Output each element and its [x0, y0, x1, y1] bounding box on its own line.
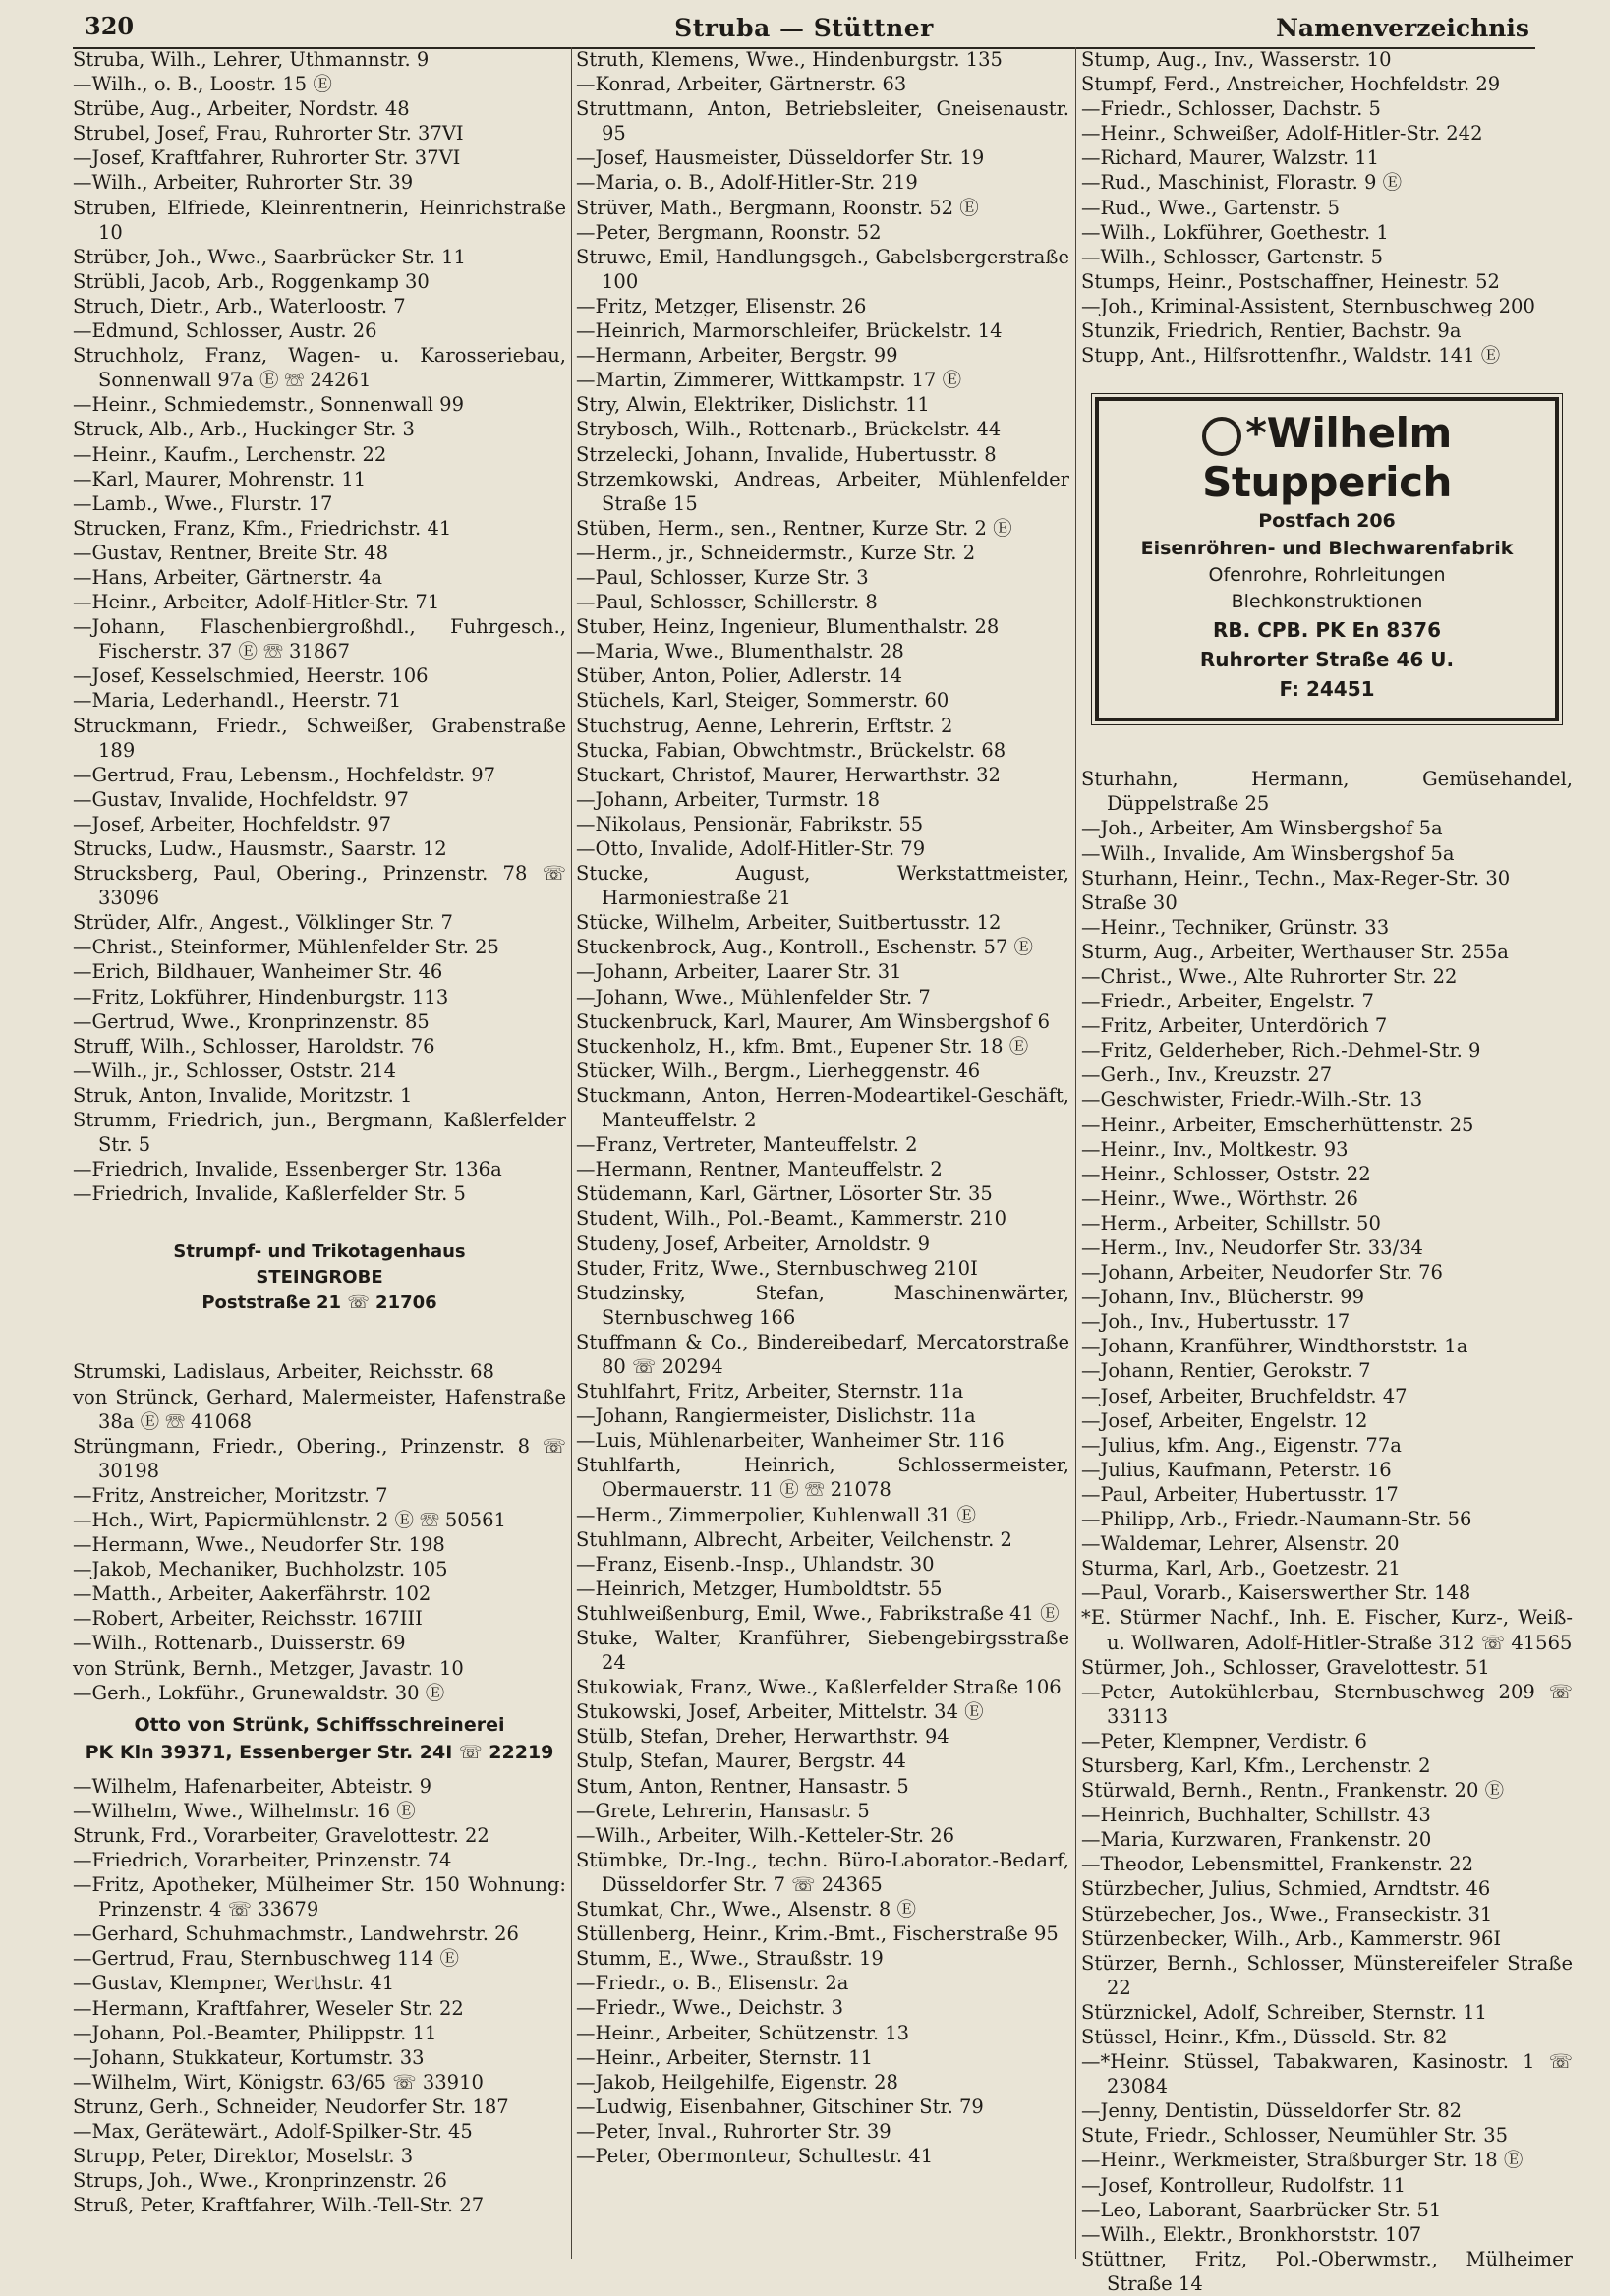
directory-entry: —Johann, Flaschenbiergroßhdl., Fuhrgesch., Fischerstr. 37 Ⓔ ☏ 31867	[73, 615, 566, 663]
directory-entry: Studer, Fritz, Wwe., Sternbuschweg 210I	[576, 1256, 978, 1280]
directory-entry: —Friedrich, Invalide, Essenberger Str. 136a	[73, 1158, 502, 1181]
directory-entry: Sturm, Aug., Arbeiter, Werthauser Str. 255a	[1081, 940, 1509, 963]
entry-list-1c	[73, 1774, 566, 2218]
directory-entry: —Josef, Arbeiter, Engelstr. 12	[1081, 1408, 1368, 1432]
directory-entry: —Peter, Klempner, Verdistr. 6	[1081, 1729, 1367, 1752]
directory-entry: —Wilh., Rottenarb., Duisserstr. 69	[73, 1632, 406, 1655]
directory-entry: Strubel, Josef, Frau, Ruhrorter Str. 37VI	[73, 122, 464, 145]
directory-entry: —Rud., Maschinist, Florastr. 9 Ⓔ	[1081, 171, 1403, 195]
directory-entry: —Johann, Arbeiter, Turmstr. 18	[576, 787, 880, 811]
directory-entry: Stuhlfarth, Heinrich, Schlossermeister, Obermauerstr. 11 Ⓔ ☏ 21078	[576, 1454, 1069, 1502]
directory-entry: —Rud., Wwe., Gartenstr. 5	[1081, 196, 1340, 219]
directory-entry: Stürznickel, Adolf, Schreiber, Sternstr. 11	[1081, 2000, 1487, 2024]
company-logo-icon	[1202, 417, 1241, 456]
directory-entry: —Hermann, Arbeiter, Bergstr. 99	[576, 344, 898, 368]
directory-entry: —Peter, Bergmann, Roonstr. 52	[576, 220, 882, 244]
directory-entry: —Wilh., Schlosser, Gartenstr. 5	[1081, 245, 1384, 268]
directory-entry: Stürwald, Bernh., Rentn., Frankenstr. 20 Ⓔ	[1081, 1779, 1505, 1803]
directory-entry: Stumps, Heinr., Postschaffner, Heinestr. 52	[1081, 269, 1500, 293]
directory-entry: —Wilhelm, Wwe., Wilhelmstr. 16 Ⓔ	[73, 1799, 416, 1822]
directory-entry: Sturhahn, Hermann, Gemüsehandel, Düppelstraße 25	[1081, 768, 1573, 816]
directory-entry: Stürzbecher, Julius, Schmied, Arndtstr. 46	[1081, 1877, 1491, 1901]
directory-entry: —Heinr., Kaufm., Lerchenstr. 22	[73, 442, 387, 466]
directory-entry: —Johann, Rentier, Gerokstr. 7	[1081, 1359, 1371, 1383]
directory-entry: Stursberg, Karl, Kfm., Lerchenstr. 2	[1081, 1753, 1431, 1777]
directory-entry: Strups, Joh., Wwe., Kronprinzenstr. 26	[73, 2169, 447, 2193]
page-number: 320	[85, 12, 135, 40]
column-2	[576, 47, 1069, 2168]
directory-entry: Stücke, Wilhelm, Arbeiter, Suitbertusstr. 12	[576, 911, 1002, 935]
directory-entry: —Gustav, Rentner, Breite Str. 48	[73, 541, 389, 564]
directory-entry: —Herm., Arbeiter, Schillstr. 50	[1081, 1211, 1381, 1234]
directory-entry: —Martin, Zimmerer, Wittkampstr. 17 Ⓔ	[576, 369, 962, 392]
directory-entry: —Peter, Autokühlerbau, Sternbuschweg 209 ☏ 33113	[1081, 1680, 1573, 1728]
directory-entry: —Jakob, Mechaniker, Buchholzstr. 105	[73, 1558, 448, 1581]
directory-entry: —Johann, Arbeiter, Neudorfer Str. 76	[1081, 1261, 1443, 1285]
ad-line: Eisenröhren- und Blechwarenfabrik	[1140, 538, 1514, 560]
directory-entry: Stüttner, Fritz, Pol.-Oberwmstr., Mülheimer Straße 14	[1081, 2247, 1573, 2295]
directory-entry: —Heinr., Arbeiter, Emscherhüttenstr. 25	[1081, 1113, 1474, 1136]
directory-entry: —Christ., Steinformer, Mühlenfelder Str. 25	[73, 936, 499, 959]
directory-entry: Stuckmann, Anton, Herren-Modeartikel-Geschäft, Manteuffelstr. 2	[576, 1083, 1069, 1132]
directory-entry: —Gustav, Klempner, Werthstr. 41	[73, 1972, 395, 1995]
directory-entry: —Heinr., Techniker, Grünstr. 33	[1081, 915, 1390, 939]
column-divider	[1075, 47, 1076, 2259]
directory-entry: Stuhlfahrt, Fritz, Arbeiter, Sternstr. 11a	[576, 1380, 964, 1404]
directory-entry: —Herm., Inv., Neudorfer Str. 33/34	[1081, 1236, 1423, 1259]
ad-company-name: *Wilhelm Stupperich	[1202, 409, 1452, 507]
directory-entry: —Heinr., Arbeiter, Adolf-Hitler-Str. 71	[73, 591, 440, 614]
directory-entry: —Heinr., Schmiedemstr., Sonnenwall 99	[73, 393, 464, 417]
directory-entry: Studeny, Josef, Arbeiter, Arnoldstr. 9	[576, 1232, 931, 1255]
directory-entry: Strzelecki, Johann, Invalide, Hubertusstr. 8	[576, 442, 997, 466]
directory-entry: —Theodor, Lebensmittel, Frankenstr. 22	[1081, 1853, 1473, 1876]
directory-entry: Stüdemann, Karl, Gärtner, Lösorter Str. 35	[576, 1182, 993, 1206]
directory-entry: —Philipp, Arb., Friedr.-Naumann-Str. 56	[1081, 1508, 1472, 1531]
directory-entry: Strübe, Aug., Arbeiter, Nordstr. 48	[73, 97, 410, 121]
ad-line: Strumpf- und Trikotagenhaus	[173, 1241, 466, 1263]
directory-entry: —Josef, Kesselschmied, Heerstr. 106	[73, 664, 429, 688]
directory-entry: —Johann, Wwe., Mühlenfelder Str. 7	[576, 985, 931, 1008]
directory-entry: —Franz, Eisenb.-Insp., Uhlandstr. 30	[576, 1552, 935, 1576]
column-3	[1081, 47, 1573, 2296]
directory-entry: —Johann, Stukkateur, Kortumstr. 33	[73, 2045, 425, 2069]
directory-entry: —Josef, Hausmeister, Düsseldorfer Str. 19	[576, 146, 985, 170]
directory-entry: Stüchels, Karl, Steiger, Sommerstr. 60	[576, 689, 949, 713]
directory-entry: —Richard, Maurer, Walzstr. 11	[1081, 146, 1380, 170]
directory-entry: —Paul, Schlosser, Kurze Str. 3	[576, 565, 869, 589]
directory-entry: Struk, Anton, Invalide, Moritzstr. 1	[73, 1083, 413, 1107]
directory-entry: —Waldemar, Lehrer, Alsenstr. 20	[1081, 1532, 1400, 1556]
directory-entry: Stuffmann & Co., Bindereibedarf, Mercatorstraße 80 ☏ 20294	[576, 1330, 1069, 1378]
directory-entry: —Joh., Arbeiter, Am Winsbergshof 5a	[1081, 817, 1443, 840]
section-title: Namenverzeichnis	[1276, 14, 1529, 42]
directory-entry: —Karl, Maurer, Mohrenstr. 11	[73, 467, 367, 490]
directory-entry: —Leo, Laborant, Saarbrücker Str. 51	[1081, 2198, 1442, 2221]
ad-line: Otto von Strünk, Schiffsschreinerei	[134, 1713, 505, 1736]
directory-entry: Stute, Friedr., Schlosser, Neumühler Str. 35	[1081, 2124, 1509, 2148]
directory-entry: —Hermann, Rentner, Manteuffelstr. 2	[576, 1158, 943, 1181]
directory-entry: —Wilh., o. B., Loostr. 15 Ⓔ	[73, 73, 332, 96]
directory-entry: —Nikolaus, Pensionär, Fabrikstr. 55	[576, 812, 924, 835]
directory-entry: —Edmund, Schlosser, Austr. 26	[73, 319, 377, 343]
directory-entry: Stürmer, Joh., Schlosser, Gravelottestr. 51	[1081, 1655, 1490, 1679]
directory-entry: Strzemkowski, Andreas, Arbeiter, Mühlenfelder Straße 15	[576, 467, 1069, 515]
directory-entry: —Paul, Arbeiter, Hubertusstr. 17	[1081, 1482, 1399, 1506]
directory-entry: —Friedr., o. B., Elisenstr. 2a	[576, 1972, 849, 1995]
ad-line: Ofenrohre, Rohrleitungen	[1208, 564, 1446, 587]
directory-entry: Stucke, August, Werkstattmeister, Harmoniestraße 21	[576, 862, 1069, 910]
directory-entry: Stüber, Anton, Polier, Adlerstr. 14	[576, 664, 903, 688]
directory-entry: Stülb, Stefan, Dreher, Herwarthstr. 94	[576, 1725, 949, 1749]
directory-entry: Stuckenbrock, Aug., Kontroll., Eschenstr. 57 Ⓔ	[576, 936, 1034, 959]
running-head: Struba — Stüttner	[674, 14, 934, 42]
directory-entry: Struth, Klemens, Wwe., Hindenburgstr. 135	[576, 48, 1003, 71]
directory-entry: —Heinr., Arbeiter, Schützenstr. 13	[576, 2021, 910, 2044]
directory-entry: *E. Stürmer Nachf., Inh. E. Fischer, Kurz-, Weiß- u. Wollwaren, Adolf-Hitler-Straße 312 ☏ 41565	[1081, 1606, 1573, 1654]
directory-entry: —Maria, o. B., Adolf-Hitler-Str. 219	[576, 171, 918, 195]
directory-entry: —Maria, Kurzwaren, Frankenstr. 20	[1081, 1828, 1432, 1852]
directory-entry: —Johann, Inv., Blücherstr. 99	[1081, 1286, 1365, 1309]
directory-entry: —Konrad, Arbeiter, Gärtnerstr. 63	[576, 73, 907, 96]
directory-entry: Strüngmann, Friedr., Obering., Prinzenstr. 8 ☏ 30198	[73, 1434, 566, 1482]
directory-entry: —Josef, Kontrolleur, Rudolfstr. 11	[1081, 2173, 1407, 2197]
entry-list-1b	[73, 1359, 566, 1704]
directory-entry: Strybosch, Wilh., Rottenarb., Brückelstr. 44	[576, 418, 1002, 441]
directory-entry: —Heinrich, Marmorschleifer, Brückelstr. 14	[576, 319, 1003, 343]
directory-entry: —Johann, Arbeiter, Laarer Str. 31	[576, 960, 902, 984]
entry-list-3b	[1081, 767, 1573, 2296]
directory-entry: Stüllenberg, Heinr., Krim.-Bmt., Fischerstraße 95	[576, 1923, 1059, 1946]
directory-entry: Straße 30	[1081, 890, 1178, 914]
page-header	[73, 8, 1535, 49]
ad-line: F: 24451	[1279, 677, 1375, 702]
directory-entry: Stuchstrug, Aenne, Lehrerin, Erftstr. 2	[576, 714, 953, 737]
entry-list-2	[576, 47, 1069, 2168]
directory-entry: Stürzenbecker, Wilh., Arb., Kammerstr. 96I	[1081, 1926, 1502, 1950]
directory-entry: —Herm., jr., Schneidermstr., Kurze Str. 2	[576, 541, 976, 564]
directory-entry: —Gertrud, Frau, Sternbuschweg 114 Ⓔ	[73, 1947, 459, 1971]
directory-entry: —Robert, Arbeiter, Reichsstr. 167III	[73, 1607, 423, 1631]
directory-entry: Strübli, Jacob, Arb., Roggenkamp 30	[73, 269, 430, 293]
directory-entry: —Gerh., Lokführ., Grunewaldstr. 30 Ⓔ	[73, 1681, 445, 1704]
directory-entry: Stuckenholz, H., kfm. Bmt., Eupener Str. 18 Ⓔ	[576, 1034, 1029, 1058]
directory-entry: —Johann, Kranführer, Windthorststr. 1a	[1081, 1335, 1468, 1358]
directory-entry: —Heinr., Wwe., Wörthstr. 26	[1081, 1186, 1358, 1210]
directory-entry: Stukowiak, Franz, Wwe., Kaßlerfelder Straße 106	[576, 1676, 1062, 1699]
directory-entry: —Paul, Vorarb., Kaiserswerther Str. 148	[1081, 1581, 1471, 1605]
directory-entry: Struch, Dietr., Arb., Waterloostr. 7	[73, 294, 406, 317]
directory-entry: —Hermann, Wwe., Neudorfer Str. 198	[73, 1533, 445, 1557]
directory-entry: Stuber, Heinz, Ingenieur, Blumenthalstr. 28	[576, 615, 1000, 639]
directory-entry: —Johann, Pol.-Beamter, Philippstr. 11	[73, 2021, 437, 2044]
directory-entry: Strumski, Ladislaus, Arbeiter, Reichsstr. 68	[73, 1360, 494, 1384]
directory-entry: Sturma, Karl, Arb., Goetzestr. 21	[1081, 1557, 1401, 1580]
directory-entry: —Heinr., Schlosser, Oststr. 22	[1081, 1162, 1371, 1185]
directory-entry: Strupp, Peter, Direktor, Moselstr. 3	[73, 2145, 414, 2168]
column-divider	[571, 47, 572, 2259]
directory-entry: Stunzik, Friedrich, Rentier, Bachstr. 9a	[1081, 319, 1462, 343]
directory-entry: —Josef, Arbeiter, Hochfeldstr. 97	[73, 812, 392, 835]
directory-entry: —Josef, Arbeiter, Bruchfeldstr. 47	[1081, 1384, 1408, 1407]
directory-entry: —Johann, Rangiermeister, Dislichstr. 11a	[576, 1405, 976, 1428]
directory-entry: Stuhlmann, Albrecht, Arbeiter, Veilchenstr. 2	[576, 1527, 1012, 1551]
directory-entry: Stuckenbruck, Karl, Maurer, Am Winsbergshof 6	[576, 1009, 1051, 1033]
directory-entry: Stucka, Fabian, Obwchtmstr., Brückelstr. 68	[576, 738, 1006, 762]
directory-entry: Stupp, Ant., Hilfsrottenfhr., Waldstr. 141 Ⓔ	[1081, 344, 1501, 368]
directory-entry: Stump, Aug., Inv., Wasserstr. 10	[1081, 48, 1392, 71]
directory-entry: —Erich, Bildhauer, Wanheimer Str. 46	[73, 960, 443, 984]
ad-line: Poststraße 21 ☏ 21706	[201, 1292, 437, 1314]
directory-entry: Stumpf, Ferd., Anstreicher, Hochfeldstr. 29	[1081, 73, 1501, 96]
directory-entry: —Wilh., jr., Schlosser, Oststr. 214	[73, 1059, 397, 1082]
directory-entry: —Fritz, Apotheker, Mülheimer Str. 150 Wohnung: Prinzenstr. 4 ☏ 33679	[73, 1873, 566, 1922]
directory-entry: Struchholz, Franz, Wagen- u. Karosseriebau, Sonnenwall 97a Ⓔ ☏ 24261	[73, 344, 566, 392]
directory-entry: —Paul, Schlosser, Schillerstr. 8	[576, 591, 878, 614]
directory-entry: —Jakob, Heilgehilfe, Eigenstr. 28	[576, 2070, 898, 2094]
directory-entry: —Wilh., Lokführer, Goethestr. 1	[1081, 220, 1389, 244]
ad-stupperich	[1095, 397, 1559, 721]
directory-entry: Struff, Wilh., Schlosser, Haroldstr. 76	[73, 1034, 435, 1058]
directory-entry: Stürzer, Bernh., Schlosser, Münstereifeler Straße 22	[1081, 1951, 1573, 1999]
directory-entry: —Hans, Arbeiter, Gärtnerstr. 4a	[73, 565, 382, 589]
directory-entry: Stuckart, Christof, Maurer, Herwarthstr. 32	[576, 763, 1001, 786]
directory-entry: —Julius, Kaufmann, Peterstr. 16	[1081, 1458, 1392, 1481]
directory-entry: —Gerh., Inv., Kreuzstr. 27	[1081, 1063, 1333, 1087]
directory-entry: —Heinr., Schweißer, Adolf-Hitler-Str. 242	[1081, 122, 1483, 145]
directory-entry: —Lamb., Wwe., Flurstr. 17	[73, 491, 333, 515]
directory-entry: —Jenny, Dentistin, Düsseldorfer Str. 82	[1081, 2099, 1463, 2123]
directory-entry: von Strünck, Gerhard, Malermeister, Hafenstraße 38a Ⓔ ☏ 41068	[73, 1385, 566, 1433]
directory-entry: Strüver, Math., Bergmann, Roonstr. 52 Ⓔ	[576, 196, 979, 219]
directory-entry: Stürzebecher, Jos., Wwe., Franseckistr. 31	[1081, 1902, 1493, 1925]
column-1	[73, 47, 566, 2217]
directory-entry: Struttmann, Anton, Betriebsleiter, Gneisenaustr. 95	[576, 97, 1069, 145]
directory-entry: —Herm., Zimmerpolier, Kuhlenwall 31 Ⓔ	[576, 1503, 976, 1526]
ad-line: PK Kln 39371, Essenberger Str. 24I ☏ 22219	[85, 1741, 554, 1763]
directory-entry: Struck, Alb., Arb., Huckinger Str. 3	[73, 418, 415, 441]
entry-list-3a	[1081, 47, 1573, 368]
directory-entry: —Friedr., Arbeiter, Engelstr. 7	[1081, 990, 1374, 1013]
directory-entry: Struckmann, Friedr., Schweißer, Grabenstraße 189	[73, 714, 566, 762]
directory-entry: Stumkat, Chr., Wwe., Alsenstr. 8 Ⓔ	[576, 1898, 916, 1922]
directory-entry: Stüben, Herm., sen., Rentner, Kurze Str. 2 Ⓔ	[576, 516, 1012, 540]
directory-entry: Strüber, Joh., Wwe., Saarbrücker Str. 11	[73, 245, 466, 268]
directory-entry: Sturhann, Heinr., Techn., Max-Reger-Str. 30	[1081, 866, 1511, 890]
ad-line: Postfach 206	[1258, 510, 1396, 533]
directory-entry: —Julius, kfm. Ang., Eigenstr. 77a	[1081, 1433, 1402, 1457]
directory-entry: Strüder, Alfr., Angest., Völklinger Str. 7	[73, 911, 453, 935]
directory-entry: Strucken, Franz, Kfm., Friedrichstr. 41	[73, 516, 452, 540]
directory-entry: —Geschwister, Friedr.-Wilh.-Str. 13	[1081, 1088, 1423, 1112]
directory-entry: —Friedr., Schlosser, Dachstr. 5	[1081, 97, 1381, 121]
directory-entry: —Peter, Obermonteur, Schultestr. 41	[576, 2144, 934, 2167]
directory-entry: —Fritz, Metzger, Elisenstr. 26	[576, 294, 867, 317]
directory-entry: Stüssel, Heinr., Kfm., Düsseld. Str. 82	[1081, 2026, 1448, 2048]
ad-line: STEINGROBE	[256, 1267, 383, 1289]
directory-entry: —Fritz, Anstreicher, Moritzstr. 7	[73, 1483, 388, 1507]
directory-entry: Strunk, Frd., Vorarbeiter, Gravelottestr. 22	[73, 1823, 489, 1847]
directory-entry: Stücker, Wilh., Bergm., Lierheggenstr. 46	[576, 1059, 981, 1082]
directory-entry: Stümbke, Dr.-Ing., techn. Büro-Laborator.-Bedarf, Düsseldorfer Str. 7 ☏ 24365	[576, 1848, 1069, 1896]
entry-list-1a	[73, 47, 566, 1206]
directory-entry: —Matth., Arbeiter, Aakerfährstr. 102	[73, 1582, 431, 1606]
directory-entry: —Wilhelm, Hafenarbeiter, Abteistr. 9	[73, 1774, 432, 1798]
directory-entry: —Joh., Kriminal-Assistent, Sternbuschweg 200	[1081, 294, 1535, 317]
directory-entry: Stulp, Stefan, Maurer, Bergstr. 44	[576, 1750, 906, 1773]
directory-entry: —Heinrich, Metzger, Humboldtstr. 55	[576, 1577, 943, 1600]
directory-entry: —Friedr., Wwe., Deichstr. 3	[576, 1996, 843, 2020]
directory-entry: Struß, Peter, Kraftfahrer, Wilh.-Tell-Str. 27	[73, 2194, 485, 2217]
directory-entry: —Friedrich, Vorarbeiter, Prinzenstr. 74	[73, 1849, 452, 1871]
directory-entry: —Heinr., Werkmeister, Straßburger Str. 18 Ⓔ	[1081, 2149, 1524, 2172]
directory-entry: —Ludwig, Eisenbahner, Gitschiner Str. 79	[576, 2095, 984, 2118]
directory-entry: —Josef, Kraftfahrer, Ruhrorter Str. 37VI	[73, 146, 461, 170]
directory-entry: —Wilh., Elektr., Bronkhorststr. 107	[1081, 2222, 1422, 2246]
directory-entry: —Hch., Wirt, Papiermühlenstr. 2 Ⓔ ☏ 50561	[73, 1508, 506, 1531]
directory-entry: —Gustav, Invalide, Hochfeldstr. 97	[73, 787, 409, 811]
directory-entry: —Wilh., Arbeiter, Ruhrorter Str. 39	[73, 171, 414, 195]
directory-entry: —Friedrich, Invalide, Kaßlerfelder Str. 5	[73, 1182, 466, 1206]
directory-entry: Student, Wilh., Pol.-Beamt., Kammerstr. 210	[576, 1207, 1007, 1231]
directory-entry: —Maria, Lederhandl., Heerstr. 71	[73, 689, 402, 713]
directory-entry: —Wilh., Arbeiter, Wilh.-Ketteler-Str. 26	[576, 1823, 955, 1847]
directory-entry: Strucksberg, Paul, Obering., Prinzenstr. 78 ☏ 33096	[73, 862, 566, 910]
directory-entry: Stukowski, Josef, Arbeiter, Mittelstr. 34 Ⓔ	[576, 1700, 984, 1724]
directory-entry: Stum, Anton, Rentner, Hansastr. 5	[576, 1774, 909, 1798]
directory-entry: —Gerhard, Schuhmachmstr., Landwehrstr. 26	[73, 1923, 519, 1946]
ad-line: Ruhrorter Straße 46 U.	[1199, 648, 1455, 672]
directory-entry: Studzinsky, Stefan, Maschinenwärter, Sternbuschweg 166	[576, 1281, 1069, 1329]
directory-entry: Stuke, Walter, Kranführer, Siebengebirgsstraße 24	[576, 1627, 1069, 1675]
directory-entry: —Franz, Vertreter, Manteuffelstr. 2	[576, 1133, 918, 1157]
directory-entry: —Gertrud, Frau, Lebensm., Hochfeldstr. 97	[73, 763, 496, 786]
directory-entry: Struwe, Emil, Handlungsgeh., Gabelsbergerstraße 100	[576, 245, 1069, 293]
directory-entry: —Maria, Wwe., Blumenthalstr. 28	[576, 640, 904, 663]
directory-entry: —Fritz, Arbeiter, Unterdörich 7	[1081, 1014, 1388, 1038]
directory-entry: Stumm, E., Wwe., Straußstr. 19	[576, 1947, 884, 1971]
directory-entry: Strucks, Ludw., Hausmstr., Saarstr. 12	[73, 837, 447, 860]
directory-entry: —Max, Gerätewärt., Adolf-Spilker-Str. 45	[73, 2120, 473, 2144]
ad-steingrobe	[73, 1239, 566, 1316]
directory-entry: Struben, Elfriede, Kleinrentnerin, Heinrichstraße 10	[73, 196, 566, 244]
directory-entry: —Heinr., Inv., Moltkestr. 93	[1081, 1137, 1349, 1161]
directory-entry: —Grete, Lehrerin, Hansastr. 5	[576, 1799, 870, 1822]
directory-entry: —Heinr., Arbeiter, Sternstr. 11	[576, 2045, 874, 2069]
directory-entry: Stuhlweißenburg, Emil, Wwe., Fabrikstraße 41 Ⓔ	[576, 1601, 1060, 1625]
directory-entry: —Christ., Wwe., Alte Ruhrorter Str. 22	[1081, 964, 1458, 988]
directory-entry: —*Heinr. Stüssel, Tabakwaren, Kasinostr. 1 ☏ 23084	[1081, 2050, 1573, 2098]
directory-entry: —Fritz, Gelderheber, Rich.-Dehmel-Str. 9	[1081, 1039, 1481, 1062]
ad-line: Blechkonstruktionen	[1231, 591, 1423, 613]
ad-struenk	[73, 1711, 566, 1766]
directory-entry: —Wilh., Invalide, Am Winsbergshof 5a	[1081, 841, 1455, 865]
directory-entry: —Heinrich, Buchhalter, Schillstr. 43	[1081, 1804, 1431, 1827]
directory-entry: —Wilhelm, Wirt, Königstr. 63/65 ☏ 33910	[73, 2070, 484, 2094]
directory-entry: Strumm, Friedrich, jun., Bergmann, Kaßlerfelder Str. 5	[73, 1109, 566, 1157]
directory-entry: —Peter, Inval., Ruhrorter Str. 39	[576, 2119, 891, 2143]
directory-entry: Stry, Alwin, Elektriker, Dislichstr. 11	[576, 393, 930, 417]
directory-entry: von Strünk, Bernh., Metzger, Javastr. 10	[73, 1656, 464, 1680]
ad-line: RB. CPB. PK En 8376	[1213, 618, 1441, 643]
directory-entry: Struba, Wilh., Lehrer, Uthmannstr. 9	[73, 48, 430, 71]
directory-entry: —Fritz, Lokführer, Hindenburgstr. 113	[73, 985, 449, 1008]
directory-entry: —Gertrud, Wwe., Kronprinzenstr. 85	[73, 1009, 430, 1033]
directory-entry: —Otto, Invalide, Adolf-Hitler-Str. 79	[576, 837, 926, 860]
directory-entry: —Hermann, Kraftfahrer, Weseler Str. 22	[73, 1996, 464, 2020]
directory-entry: —Luis, Mühlenarbeiter, Wanheimer Str. 116	[576, 1429, 1005, 1453]
directory-entry: Strunz, Gerh., Schneider, Neudorfer Str. 187	[73, 2095, 509, 2118]
directory-entry: —Joh., Inv., Hubertusstr. 17	[1081, 1310, 1351, 1334]
